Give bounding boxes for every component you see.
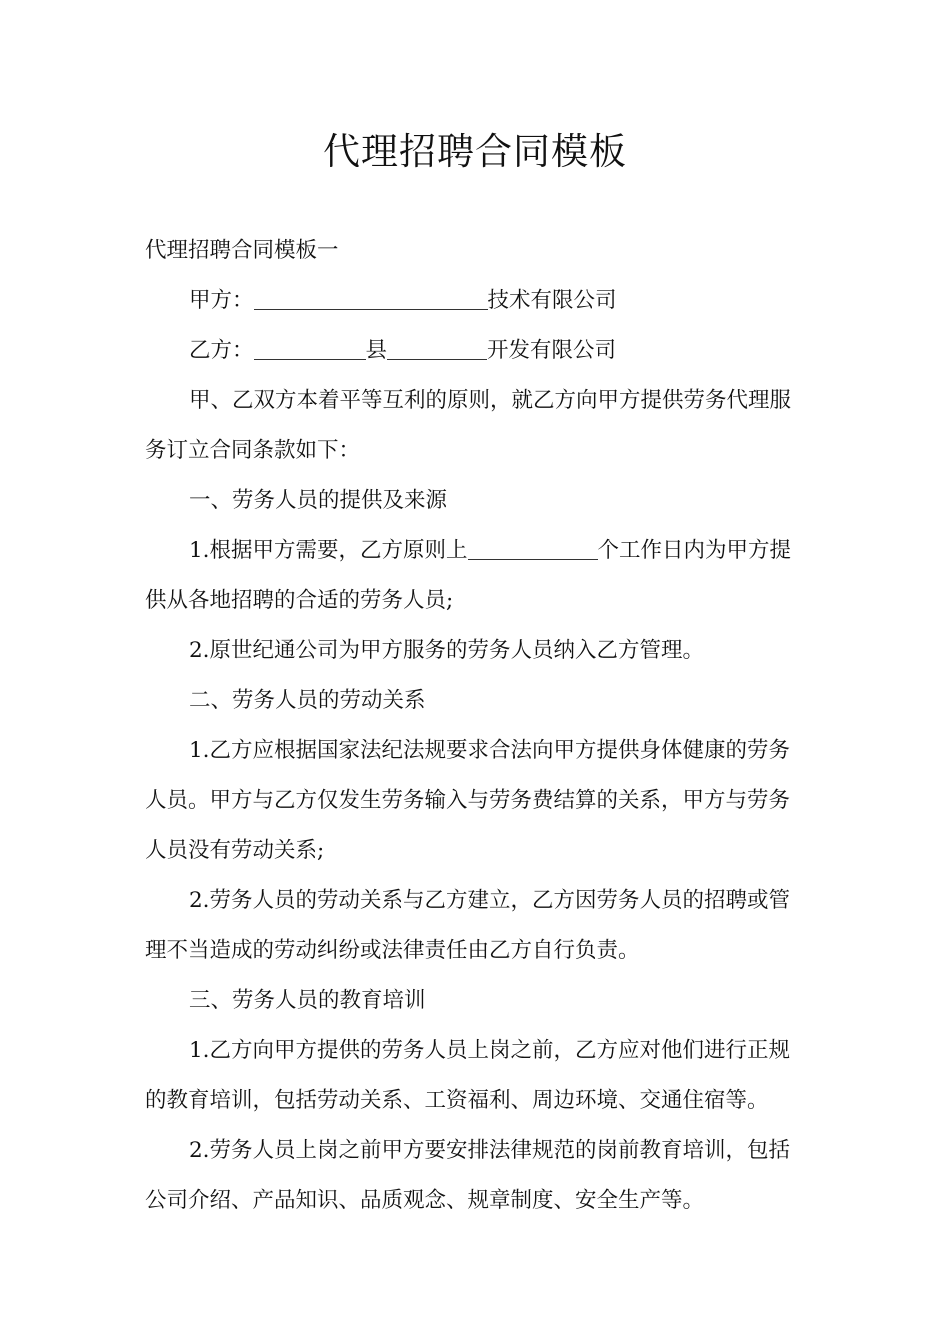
clause-1-1-b: 个工作日内为甲方提供从各地招聘的合适的劳务人员; — [145, 538, 792, 613]
section-heading-3: 三、劳务人员的教育培训 — [189, 988, 426, 1013]
clause-3-2: 2.劳务人员上岗之前甲方要安排法律规范的岗前教育培训，包括公司介绍、产品知识、品质观念、规章制度、安全生产等。 — [145, 1138, 791, 1213]
party-b-line — [145, 326, 809, 376]
section-heading-2: 二、劳务人员的劳动关系 — [189, 688, 426, 713]
clause-1-1 — [145, 526, 809, 626]
clause-2-2: 2.劳务人员的劳动关系与乙方建立，乙方因劳务人员的招聘或管理不当造成的劳动纠纷或法律责任由乙方自行负责。 — [145, 888, 791, 963]
clause-1-1-a: 1.根据甲方需要，乙方原则上 — [189, 538, 468, 563]
party-b-label: 乙方： — [189, 338, 254, 363]
party-b-county: 县 — [365, 338, 388, 363]
party-b-company-blank — [387, 338, 487, 361]
document-body — [145, 226, 809, 1226]
party-a-line — [145, 276, 809, 326]
section-heading-1: 一、劳务人员的提供及来源 — [189, 488, 448, 513]
party-b-suffix: 开发有限公司 — [487, 338, 617, 363]
party-b-county-blank — [254, 338, 366, 361]
subtitle-paragraph: 代理招聘合同模板一 — [145, 238, 339, 263]
party-a-suffix: 技术有限公司 — [487, 288, 617, 313]
intro-paragraph: 甲、乙双方本着平等互利的原则，就乙方向甲方提供劳务代理服务订立合同条款如下： — [145, 388, 792, 463]
document-title: 代理招聘合同模板 — [323, 130, 627, 173]
clause-1-2: 2.原世纪通公司为甲方服务的劳务人员纳入乙方管理。 — [189, 638, 705, 663]
days-blank — [468, 538, 598, 561]
clause-2-1: 1.乙方应根据国家法纪法规要求合法向甲方提供身体健康的劳务人员。甲方与乙方仅发生劳务输入与劳务费结算的关系，甲方与劳务人员没有劳动关系; — [145, 738, 791, 863]
clause-3-1: 1.乙方向甲方提供的劳务人员上岗之前，乙方应对他们进行正规的教育培训，包括劳动关系、工资福利、周边环境、交通住宿等。 — [145, 1038, 791, 1113]
party-a-label: 甲方： — [189, 288, 254, 313]
party-a-blank — [254, 288, 488, 311]
